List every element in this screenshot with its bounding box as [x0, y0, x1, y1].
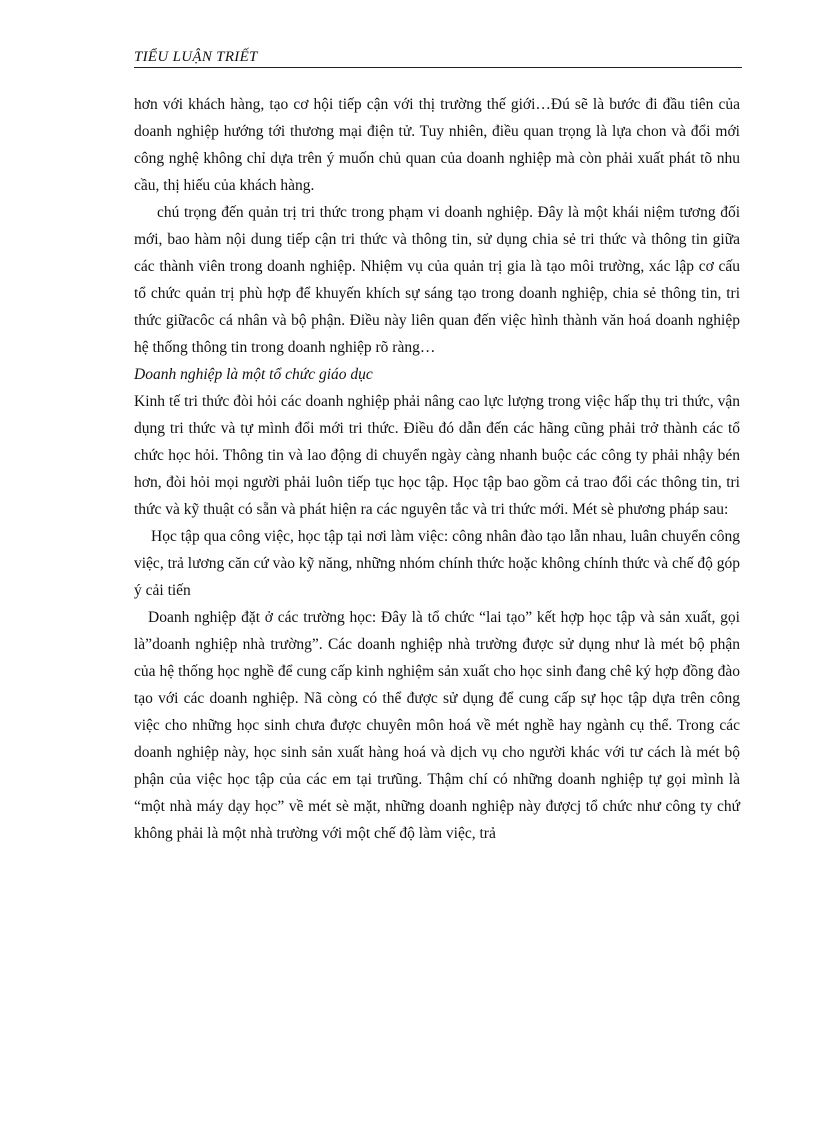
body-text — [134, 91, 740, 847]
paragraph-continuation: hơn với khách hàng, tạo cơ hội tiếp cận với thị trường thế giới…Đú sẽ là bước đi đầu tiên của doanh nghiệp hướng tới thương mại điện tử. Tuy nhiên, điều quan trọng là lựa chon và đổi mới công nghệ không chỉ dựa trên ý muốn chủ quan của doanh nghiệp mà còn phải xuất phát tõ nhu cầu, thị hiếu của khách hàng. — [134, 96, 740, 194]
paragraph-knowledge-management: chú trọng đến quản trị tri thức trong phạm vi doanh nghiệp. Đây là một khái niệm tương đối mới, bao hàm nội dung tiếp cận tri thức và thông tin, sử dụng chia sẻ tri thức và thông tin giữa các thành viên trong doanh nghiệp. Nhiệm vụ của quản trị gia là tạo môi trường, xác lập cơ cấu tổ chức quản trị phù hợp để khuyến khích sự sáng tạo trong doanh nghiệp, chia sẻ thông tin, tri thức giữacôc cá nhân và bộ phận. Điều này liên quan đến việc hình thành văn hoá doanh nghiệp hệ thống thông tin trong doanh nghiệp rõ ràng… — [134, 204, 740, 356]
paragraph-school-enterprise: Doanh nghiệp đặt ở các trường học: Đây là tổ chức “lai tạo” kết hợp học tập và sản xuất, gọi là”doanh nghiệp nhà trường”. Các doanh nghiệp nhà trường được sử dụng như là mét bộ phận của hệ thống học nghề để cung cấp kinh nghiệm sản xuất cho học sinh đang chê ký hợp đồng đào tạo với các doanh nghiệp. Nã còng có thể được sử dụng để cung cấp sự học tập dựa trên công việc cho những học sinh chưa được chuyên môn hoá về mét nghề hay ngành cụ thể. Trong các doanh nghiệp này, học sinh sản xuất hàng hoá và dịch vụ cho người khác với tư cách là mét bộ phận của việc học tập của các em tại trưũng. Thậm chí có những doanh nghiệp tự gọi mình là “một nhà máy dạy học” về mét sè mặt, những doanh nghiệp này đượcj tổ chức như công ty chứ không phải là một nhà trường với một chế độ làm việc, trả — [134, 609, 740, 842]
paragraph-knowledge-economy: Kinh tế tri thức đòi hỏi các doanh nghiệp phải nâng cao lực lượng trong việc hấp thụ tri thức, vận dụng tri thức và tự mình đổi mới tri thức. Điều đó dẫn đến các hãng cũng phải trở thành các tổ chức học hỏi. Thông tin và lao động di chuyển ngày càng nhanh buộc các công ty phải nhậy bén hơn, đòi hỏi mọi người phải luôn tiếp tục học tập. Học tập bao gồm cả trao đổi các thông tin, tri thức và kỹ thuật có sẵn và phát hiện ra các nguyên tắc và tri thức mới. Mét sè phương pháp sau: — [134, 393, 740, 518]
header-title: TIỂU LUẬN TRIẾT — [134, 49, 258, 65]
section-heading: Doanh nghiệp là một tổ chức giáo dục — [134, 366, 373, 383]
paragraph-learning-at-work: Học tập qua công việc, học tập tại nơi làm việc: công nhân đào tạo lẫn nhau, luân chuyển công việc, trả lương căn cứ vào kỹ năng, những nhóm chính thức hoặc không chính thức và chế độ góp ý cải tiến — [134, 528, 740, 599]
page-header — [134, 47, 742, 68]
